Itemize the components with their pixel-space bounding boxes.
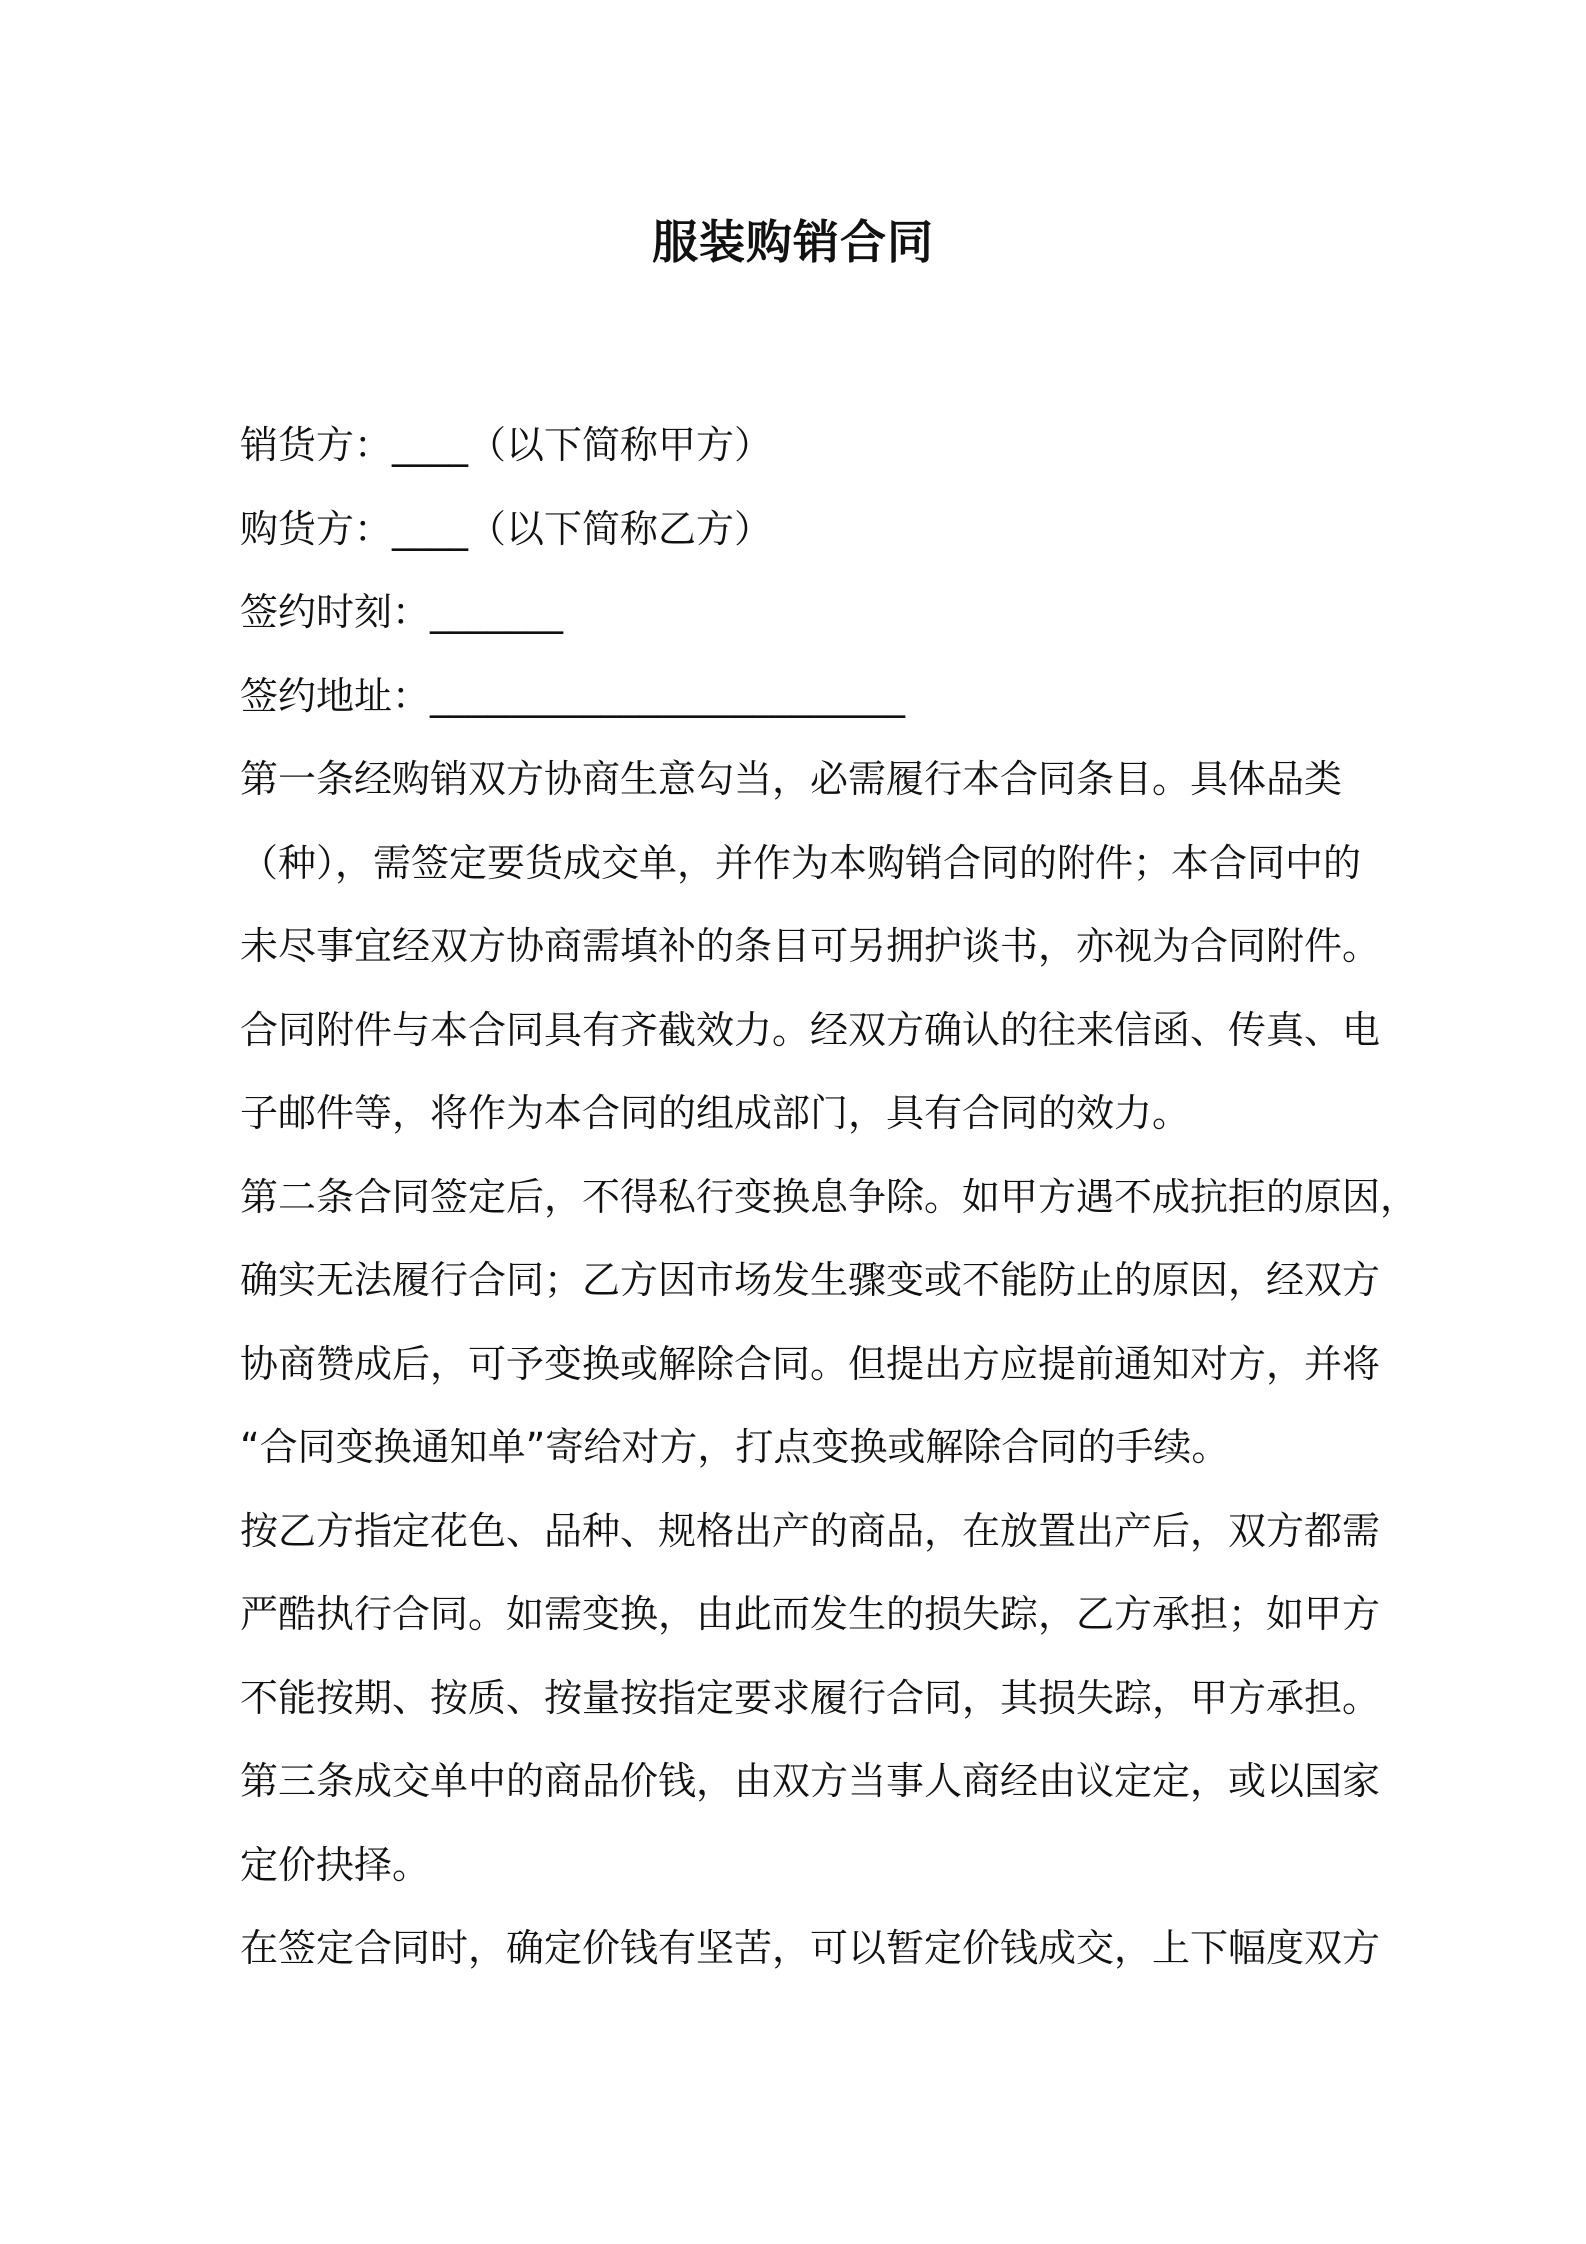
field-seller: [240, 404, 1350, 488]
field-sign-time: [240, 571, 1350, 655]
field-buyer: [240, 488, 1350, 572]
body-line: 定价抉择。: [240, 1842, 431, 1887]
document-title: 服装购销合同: [652, 215, 934, 269]
field-buyer-note: （以下简称乙方）: [468, 506, 773, 551]
body-line: 协商赞成后，可予变换或解除合同。但提出方应提前通知对方，并将: [240, 1341, 1381, 1386]
field-sign-time-label: 签约时刻：: [240, 590, 431, 634]
field-sign-place-blank: _________________________: [430, 673, 906, 718]
field-seller-note: （以下简称甲方）: [468, 423, 773, 467]
field-buyer-label: 购货方：: [240, 506, 393, 551]
body-line: 第三条成交单中的商品价钱，由双方当事人商经由议定定，或以国家: [240, 1759, 1381, 1803]
body-line: 不能按期、按质、按量按指定要求履行合同，其损失踪，甲方承担。: [240, 1675, 1381, 1720]
body-line: “合同变换通知单”寄给对方，打点变换或解除合同的手续。: [240, 1425, 1230, 1469]
body-line: 严酷执行合同。如需变换，由此而发生的损失踪，乙方承担；如甲方: [240, 1592, 1381, 1636]
field-sign-time-blank: _______: [430, 590, 564, 634]
body-line: 在签定合同时，确定价钱有坚苦，可以暂定价钱成交，上下幅度双方: [240, 1926, 1381, 1970]
field-buyer-blank: ____: [392, 506, 469, 551]
body-line: 确实无法履行合同；乙方因市场发生骤变或不能防止的原因，经双方: [240, 1258, 1381, 1302]
body-line: 子邮件等，将作为本合同的组成部门，具有合同的效力。: [240, 1091, 1191, 1135]
field-seller-label: 销货方：: [240, 423, 393, 467]
body-line: 第一条经购销双方协商生意勾当，必需履行本合同条目。具体品类: [240, 757, 1343, 801]
body-line: 第二条合同签定后，不得私行变换息争除。如甲方遇不成抗拒的原因，: [240, 1174, 1419, 1219]
body-line: 合同附件与本合同具有齐截效力。经双方确认的往来信函、传真、电: [240, 1007, 1381, 1052]
body-line: 按乙方指定花色、品种、规格出产的商品，在放置出产后，双方都需: [240, 1508, 1381, 1553]
field-sign-place-label: 签约地址：: [240, 673, 431, 718]
field-sign-place: [240, 655, 1350, 739]
body-line: 未尽事宜经双方协商需填补的条目可另拥护谈书，亦视为合同附件。: [240, 924, 1381, 968]
body-line: （种），需签定要货成交单，并作为本购销合同的附件；本合同中的: [240, 840, 1362, 885]
document-body: [240, 404, 1419, 1991]
field-seller-blank: ____: [392, 423, 469, 467]
